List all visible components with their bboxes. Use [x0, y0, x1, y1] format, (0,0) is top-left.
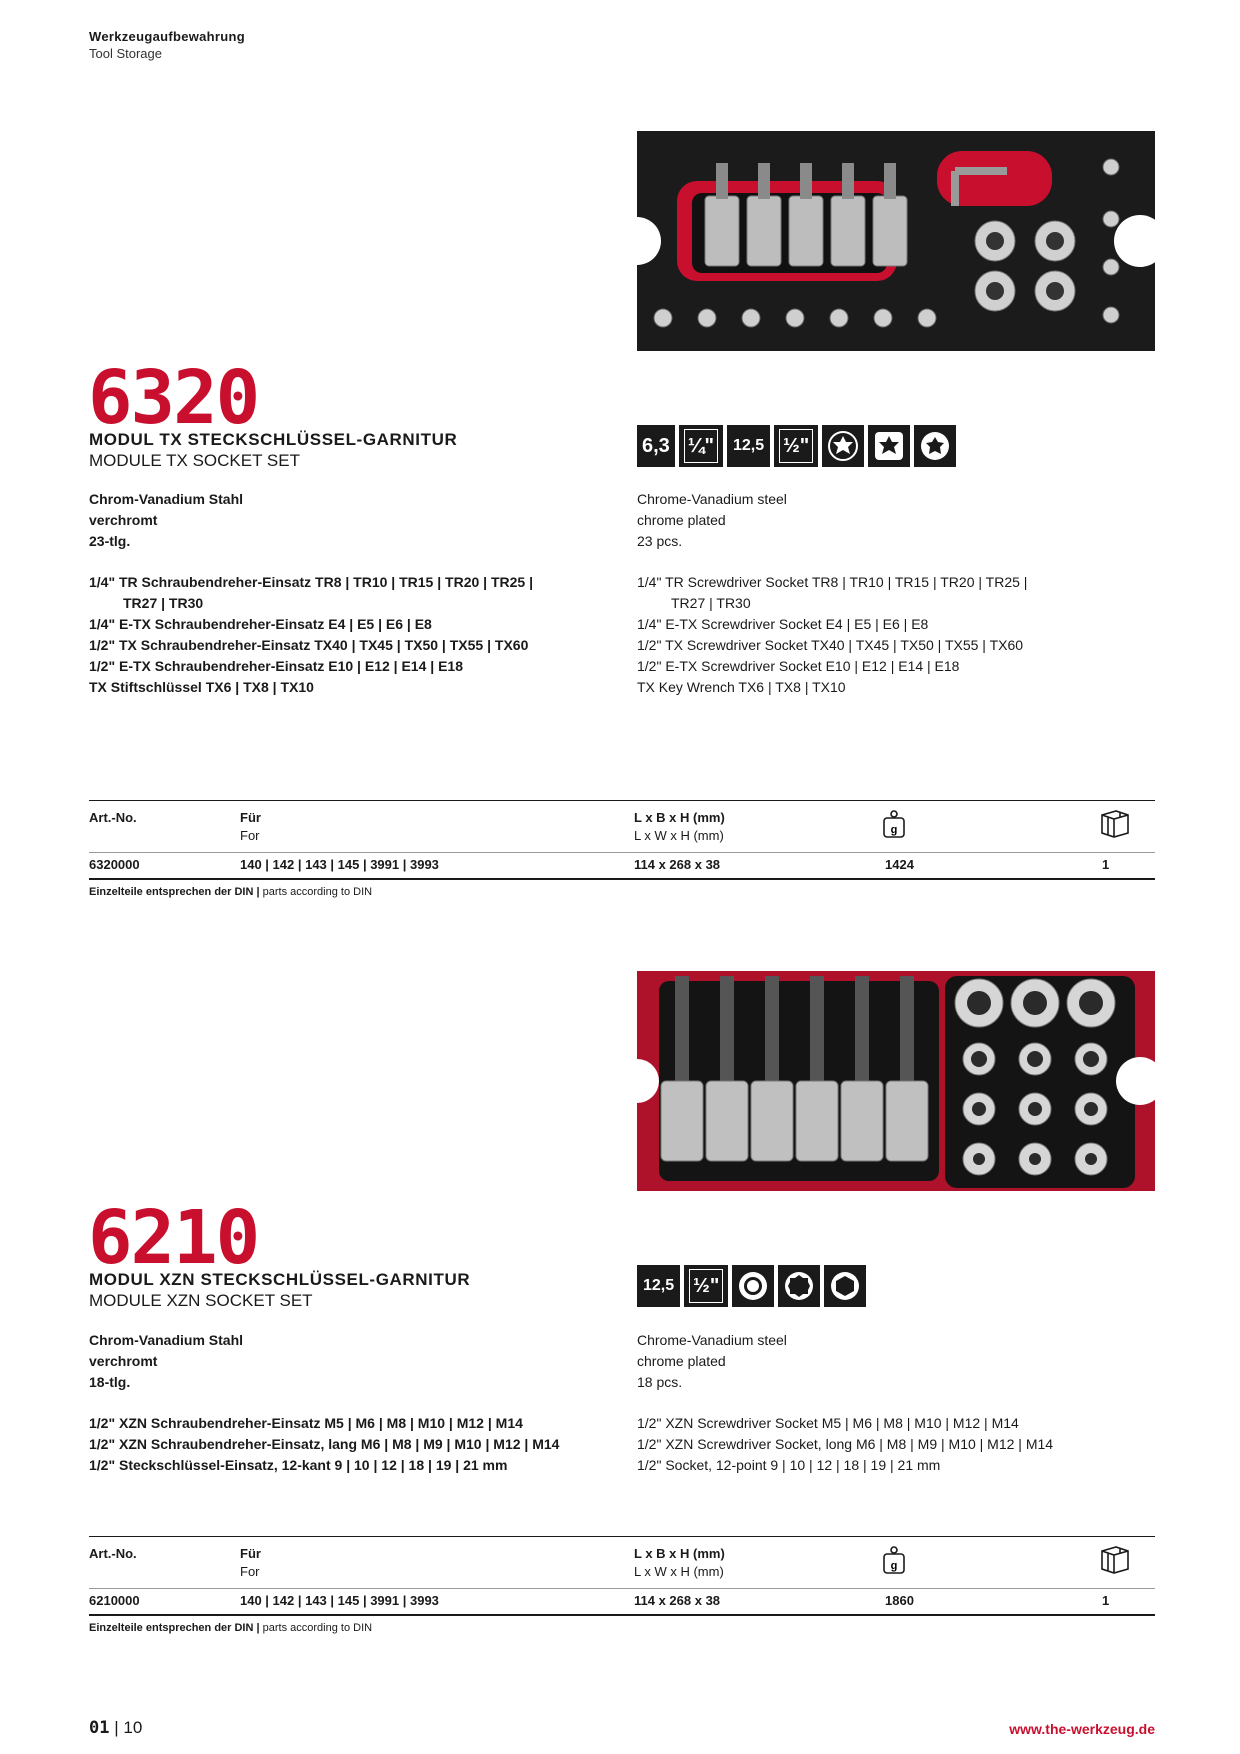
- badge-drive-quarter: ¼": [679, 425, 723, 467]
- svg-text:g: g: [890, 1560, 898, 1572]
- table-header-dim-de: L x B x H (mm): [634, 1546, 725, 1561]
- list-item: TR27 | TR30: [123, 595, 204, 611]
- compatible-with: 140 | 142 | 143 | 145 | 3991 | 3993: [240, 857, 439, 872]
- twelve-point-icon: [778, 1265, 820, 1307]
- spec-table: [89, 1536, 1155, 1618]
- contents-list-en: [637, 1413, 1157, 1476]
- website-link[interactable]: www.the-werkzeug.de: [1009, 1721, 1155, 1737]
- page-number: 01 | 10: [89, 1718, 143, 1738]
- xzn-socket-icon: [732, 1265, 774, 1307]
- spec-table: [89, 800, 1155, 882]
- quantity-value: 1: [1102, 857, 1110, 872]
- product-photo: [637, 971, 1155, 1191]
- contents-list-de: [89, 1413, 634, 1476]
- e-torx-icon: [914, 425, 956, 467]
- badge-drive-half: ½": [684, 1265, 728, 1307]
- article-number: 6320000: [89, 857, 140, 872]
- product-title-en: MODULE TX SOCKET SET: [89, 451, 300, 470]
- spec-list-de: Chrom-Vanadium Stahl verchromt 23-tlg.: [89, 491, 244, 549]
- product-title-de: MODUL TX STECKSCHLÜSSEL-GARNITUR: [89, 430, 458, 449]
- list-item: 1/4" TR Screwdriver Socket TR8 | TR10 | TR15 | TR20 | TR25 |: [637, 574, 1028, 590]
- list-item: TR27 | TR30: [671, 595, 751, 611]
- badge-drive-12-5: 12,5: [637, 1265, 680, 1307]
- list-item: TX Key Wrench TX6 | TX8 | TX10: [637, 679, 846, 695]
- din-note: Einzelteile entsprechen der DIN | parts according to DIN: [89, 886, 373, 898]
- list-item: 1/2" TX Schraubendreher-Einsatz TX40 | TX45 | TX50 | TX55 | TX60: [89, 637, 529, 653]
- quantity-value: 1: [1102, 1593, 1110, 1608]
- list-item: 1/4" E-TX Schraubendreher-Einsatz E4 | E5 | E6 | E8: [89, 616, 432, 632]
- list-item: 1/2" Steckschlüssel-Einsatz, 12-kant 9 | 10 | 12 | 18 | 19 | 21 mm: [89, 1457, 508, 1473]
- table-header-art: Art.-No.: [89, 810, 137, 825]
- din-note: Einzelteile entsprechen der DIN | parts according to DIN: [89, 1622, 373, 1634]
- hex-socket-icon: [824, 1265, 866, 1307]
- badge-drive-12-5: 12,5: [727, 425, 770, 467]
- weight-icon: [882, 809, 906, 844]
- page-header: [89, 28, 245, 62]
- list-item: 1/4" E-TX Screwdriver Socket E4 | E5 | E6 | E8: [637, 616, 929, 632]
- list-item: 1/2" XZN Screwdriver Socket M5 | M6 | M8 | M10 | M12 | M14: [637, 1415, 1019, 1431]
- product-number: 6320: [88, 355, 259, 441]
- spec-list-en: Chrome-Vanadium steel chrome plated 18 pcs.: [637, 1332, 787, 1390]
- product-photo: [637, 131, 1155, 351]
- product-number: 6210: [88, 1195, 259, 1281]
- box-icon: [1098, 807, 1132, 844]
- dimensions: 114 x 268 x 38: [634, 1593, 721, 1608]
- list-item: 1/2" E-TX Schraubendreher-Einsatz E10 | E12 | E14 | E18: [89, 658, 463, 674]
- badge-drive-6-3: 6,3: [637, 425, 675, 467]
- category-de: Werkzeugaufbewahrung: [89, 29, 246, 44]
- box-icon: [1098, 1543, 1132, 1580]
- table-header-for: For: [240, 1564, 260, 1579]
- table-header-for: For: [240, 828, 260, 843]
- table-header-dim-en: L x W x H (mm): [634, 1564, 724, 1579]
- product-title-de: MODUL XZN STECKSCHLÜSSEL-GARNITUR: [89, 1270, 471, 1289]
- table-header-fuer: Für: [240, 1546, 261, 1561]
- torx-socket-icon: [822, 425, 864, 467]
- list-item: 1/2" Socket, 12-point 9 | 10 | 12 | 18 | 19 | 21 mm: [637, 1457, 941, 1473]
- list-item: 1/2" XZN Screwdriver Socket, long M6 | M8 | M9 | M10 | M12 | M14: [637, 1436, 1054, 1452]
- weight-value: 1424: [885, 857, 914, 872]
- spec-badges: [637, 425, 956, 467]
- list-item: 1/2" TX Screwdriver Socket TX40 | TX45 | TX50 | TX55 | TX60: [637, 637, 1024, 653]
- table-header-dim-en: L x W x H (mm): [634, 828, 724, 843]
- weight-value: 1860: [885, 1593, 914, 1608]
- table-header-fuer: Für: [240, 810, 261, 825]
- tool-tray-illustration: [637, 971, 1155, 1191]
- badge-drive-half: ½": [774, 425, 818, 467]
- spec-badges: [637, 1265, 866, 1307]
- compatible-with: 140 | 142 | 143 | 145 | 3991 | 3993: [240, 1593, 439, 1608]
- article-number: 6210000: [89, 1593, 140, 1608]
- table-header-dim-de: L x B x H (mm): [634, 810, 725, 825]
- list-item: 1/4" TR Schraubendreher-Einsatz TR8 | TR10 | TR15 | TR20 | TR25 |: [89, 574, 534, 590]
- weight-icon: [882, 1545, 906, 1580]
- dimensions: 114 x 268 x 38: [634, 857, 721, 872]
- list-item: 1/2" E-TX Screwdriver Socket E10 | E12 | E14 | E18: [637, 658, 960, 674]
- list-item: 1/2" XZN Schraubendreher-Einsatz, lang M6 | M8 | M9 | M10 | M12 | M14: [89, 1436, 560, 1452]
- table-header-art: Art.-No.: [89, 1546, 137, 1561]
- category-en: Tool Storage: [89, 46, 162, 61]
- tool-tray-illustration: [637, 131, 1155, 351]
- contents-list-en: [637, 572, 1157, 698]
- spec-list-en: Chrome-Vanadium steel chrome plated 23 pcs.: [637, 491, 787, 549]
- svg-text:g: g: [890, 824, 898, 836]
- list-item: 1/2" XZN Schraubendreher-Einsatz M5 | M6 | M8 | M10 | M12 | M14: [89, 1415, 523, 1431]
- product-title-en: MODULE XZN SOCKET SET: [89, 1291, 313, 1310]
- spec-list-de: Chrom-Vanadium Stahl verchromt 18-tlg.: [89, 1332, 244, 1390]
- list-item: TX Stiftschlüssel TX6 | TX8 | TX10: [89, 679, 314, 695]
- contents-list-de: [89, 572, 609, 698]
- torx-star-icon: [868, 425, 910, 467]
